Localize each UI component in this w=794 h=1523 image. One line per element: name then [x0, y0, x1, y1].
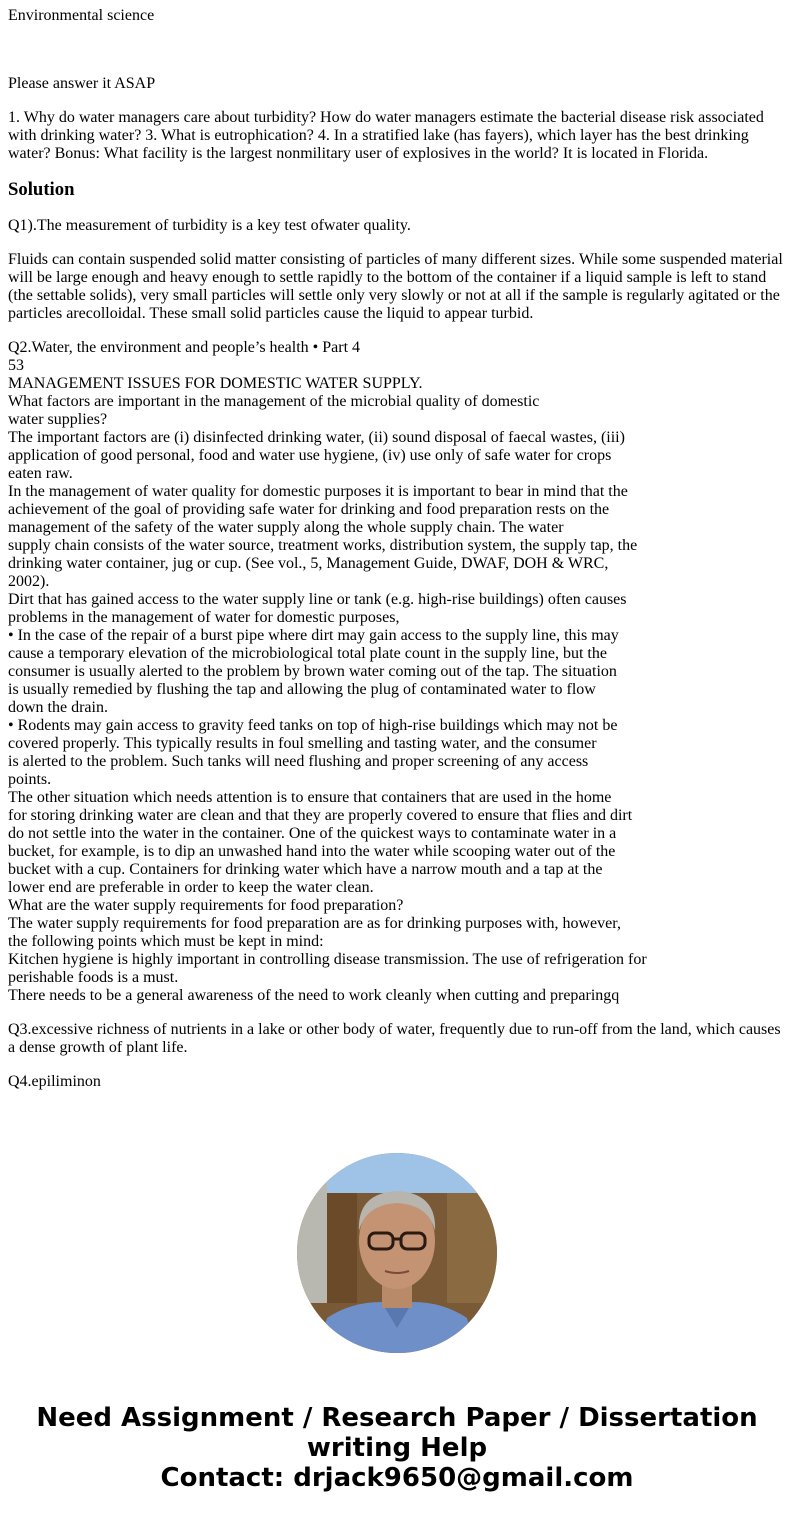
footer-line-1: Need Assignment / Research Paper / Dissertation writing Help [36, 1403, 758, 1463]
q2-line: • Rodents may gain access to gravity feed tanks on top of high-rise buildings which may not be [8, 717, 618, 734]
q2-line: The important factors are (i) disinfected drinking water, (ii) sound disposal of faecal wastes, (iii) [8, 429, 625, 446]
q2-line: 2002). [8, 573, 50, 590]
q2-line: Q2.Water, the environment and people’s health • Part 4 [8, 339, 361, 356]
q2-line: bucket with a cup. Containers for drinking water which have a narrow mouth and a tap at the [8, 861, 603, 878]
q2-line: supply chain consists of the water source, treatment works, distribution system, the supply tap, the [8, 537, 638, 554]
q2-line: cause a temporary elevation of the microbiological total plate count in the supply line, but the [8, 645, 607, 662]
q2-line: What are the water supply requirements for food preparation? [8, 897, 404, 914]
q2-line: for storing drinking water are clean and that they are properly covered to ensure that flies and dirt [8, 807, 633, 824]
q2-line: Kitchen hygiene is highly important in controlling disease transmission. The use of refrigeration for [8, 951, 647, 968]
q2-line: 53 [8, 357, 24, 374]
q2-line: MANAGEMENT ISSUES FOR DOMESTIC WATER SUPPLY. [8, 375, 423, 392]
person-portrait-icon [297, 1153, 497, 1353]
q2-line: is usually remedied by flushing the tap and allowing the plug of contaminated water to flow [8, 681, 596, 698]
q2-line: bucket, for example, is to dip an unwashed hand into the water while scooping water out of the [8, 843, 616, 860]
solution-heading: Solution [8, 179, 75, 200]
q4-answer: Q4.epiliminon [8, 1073, 101, 1090]
q2-line: points. [8, 771, 52, 788]
q2-line: lower end are preferable in order to keep the water clean. [8, 879, 374, 896]
footer-line-2: Contact: drjack9650@gmail.com [160, 1463, 634, 1493]
q2-line: Dirt that has gained access to the water supply line or tank (e.g. high-rise buildings) often causes [8, 591, 627, 608]
q2-line: consumer is usually alerted to the problem by brown water coming out of the tap. The situation [8, 663, 617, 680]
q2-line: is alerted to the problem. Such tanks will need flushing and proper screening of any access [8, 753, 589, 770]
q2-line: problems in the management of water for domestic purposes, [8, 609, 400, 626]
q2-line: What factors are important in the management of the microbial quality of domestic [8, 393, 540, 410]
q2-line: There needs to be a general awareness of the need to work cleanly when cutting and preparingq [8, 987, 620, 1004]
q2-line: do not settle into the water in the container. One of the quickest ways to contaminate water in a [8, 825, 617, 842]
contact-banner [0, 1403, 794, 1493]
q1-intro: Q1).The measurement of turbidity is a key test ofwater quality. [8, 217, 411, 234]
solution-document [8, 7, 786, 1107]
q2-line: application of good personal, food and water use hygiene, (iv) use only of safe water for crops [8, 447, 612, 464]
q2-line: achievement of the goal of providing safe water for drinking and food preparation rests on the [8, 501, 610, 518]
q2-line: The other situation which needs attention is to ensure that containers that are used in the home [8, 789, 612, 806]
subject-label: Environmental science [8, 7, 155, 24]
q2-line: eaten raw. [8, 465, 73, 482]
request-text: Please answer it ASAP [8, 75, 156, 92]
q2-line: covered properly. This typically results in foul smelling and tasting water, and the consumer [8, 735, 597, 752]
q2-line: management of the safety of the water supply along the whole supply chain. The water [8, 519, 564, 536]
q2-line: In the management of water quality for domestic purposes it is important to bear in mind that the [8, 483, 628, 500]
avatar [297, 1153, 497, 1353]
q2-line: down the drain. [8, 699, 108, 716]
q2-line: perishable foods is a must. [8, 969, 179, 986]
q3-answer: Q3.excessive richness of nutrients in a lake or other body of water, frequently due to run-off from the land, which causes a dense growth of plant life. [8, 1021, 781, 1056]
q2-line: drinking water container, jug or cup. (See vol., 5, Management Guide, DWAF, DOH & WRC, [8, 555, 609, 572]
q2-answer [8, 339, 786, 1005]
q2-line: The water supply requirements for food preparation are as for drinking purposes with, however, [8, 915, 621, 932]
q2-line: • In the case of the repair of a burst pipe where dirt may gain access to the supply line, this may [8, 627, 619, 644]
q1-body: Fluids can contain suspended solid matter consisting of particles of many different sizes. While some suspended material will be large enough and heavy enough to settle rapidly to the bottom of the container if a liquid sample is left to stand (the settable solids), very small particles will settle only very slowly or not at all if the sample is regularly agitated or the particles arecolloidal. These small solid particles cause the liquid to appear turbid. [8, 251, 783, 322]
q2-line: the following points which must be kept in mind: [8, 933, 324, 950]
q2-line: water supplies? [8, 411, 108, 428]
question-text: 1. Why do water managers care about turbidity? How do water managers estimate the bacterial disease risk associated with drinking water? 3. What is eutrophication? 4. In a stratified lake (has fayers), which layer has the best drinking water? Bonus: What facility is the largest nonmilitary user of explosives in the world? It is located in Florida. [8, 109, 764, 162]
